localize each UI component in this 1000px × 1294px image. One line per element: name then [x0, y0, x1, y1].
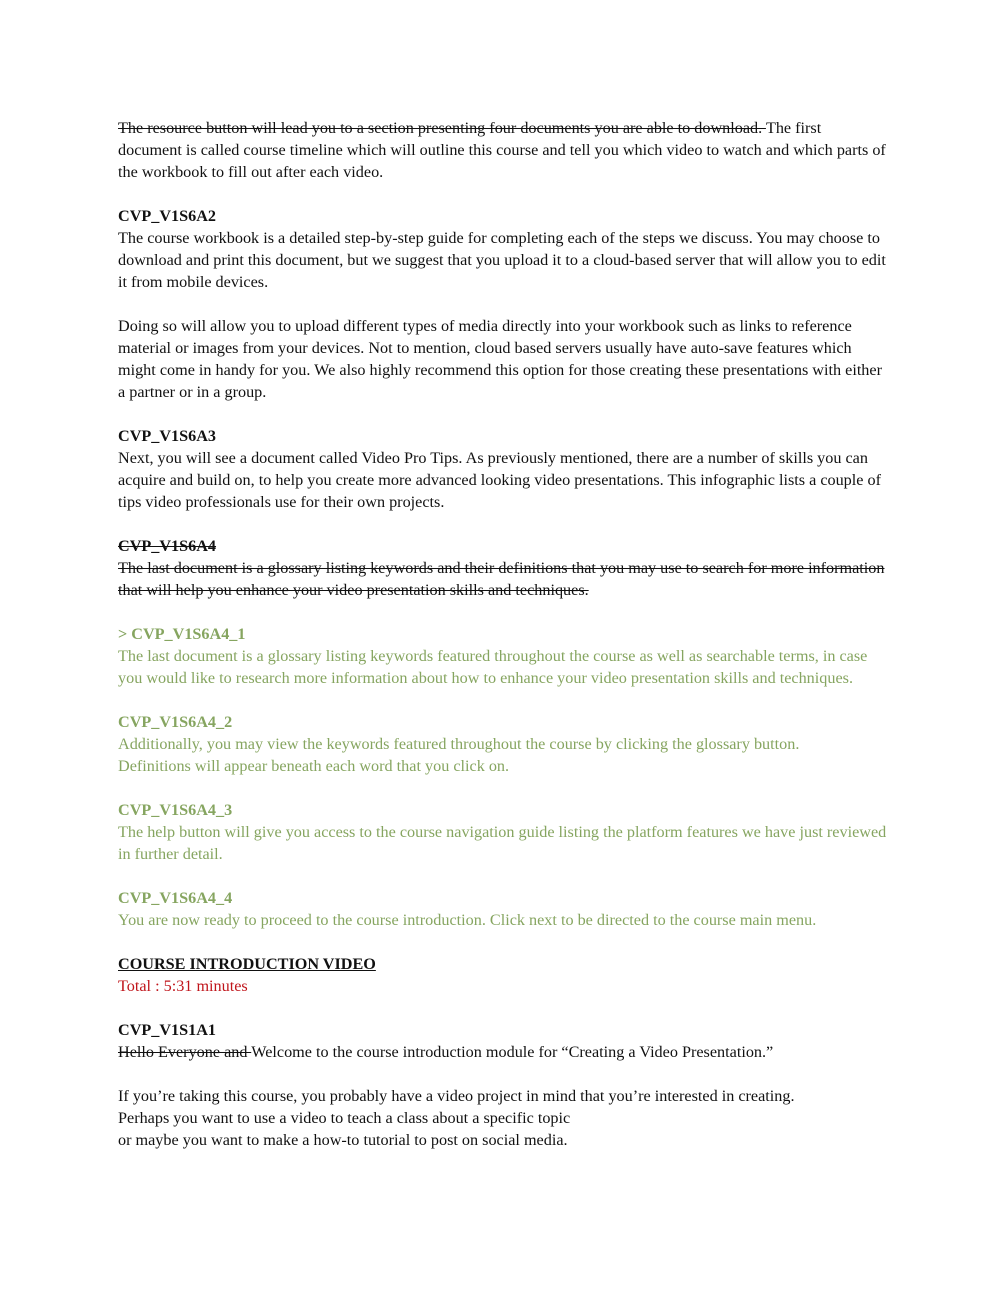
course-intro-title: COURSE INTRODUCTION VIDEO [118, 955, 376, 973]
resource-intro-section [118, 117, 888, 183]
section-paragraph: The course workbook is a detailed step-by-step guide for completing each of the steps we discuss. You may choose to download and print this document, but we suggest that you upload it to a cloud-based server that will allow you to edit it from mobile devices. [118, 229, 886, 291]
section-v1s6a4-deleted [118, 535, 888, 601]
section-paragraph: Next, you will see a document called Video Pro Tips. As previously mentioned, there are a number of skills you can acquire and build on, to help you create more advanced looking video presentations. This infographic lists a couple of tips video professionals use for their own projects. [118, 449, 881, 511]
section-heading: CVP_V1S6A4_4 [118, 889, 233, 907]
section-heading: > CVP_V1S6A4_1 [118, 625, 246, 643]
section-paragraph: The last document is a glossary listing keywords and their definitions that you may use to search for more information that will help you enhance your video presentation skills and techniques. [118, 559, 885, 599]
section-heading: CVP_V1S6A4_3 [118, 801, 233, 819]
section-paragraph [118, 1041, 888, 1063]
section-paragraph: The help button will give you access to the course navigation guide listing the platform features we have just reviewed in further detail. [118, 823, 887, 863]
section-line: Perhaps you want to use a video to teach a class about a specific topic [118, 1109, 571, 1127]
resource-intro-paragraph [118, 117, 888, 183]
section-line: or maybe you want to make a how-to tutorial to post on social media. [118, 1131, 568, 1149]
deleted-text: Hello Everyone and [118, 1043, 252, 1061]
course-intro-video-section [118, 953, 888, 997]
section-v1s6a4-3 [118, 799, 888, 865]
section-heading: CVP_V1S6A4_2 [118, 713, 233, 731]
section-v1s1a1-continued [118, 1085, 888, 1151]
welcome-text: Welcome to the course introduction module for “Creating a Video Presentation.” [251, 1043, 774, 1061]
section-line: Definitions will appear beneath each word that you click on. [118, 757, 510, 775]
section-v1s6a2-continued [118, 315, 888, 403]
section-heading: CVP_V1S1A1 [118, 1021, 217, 1039]
section-v1s6a4-1 [118, 623, 888, 689]
section-v1s6a4-2 [118, 711, 888, 777]
script-document [118, 117, 888, 1151]
section-heading: CVP_V1S6A4 [118, 537, 217, 555]
section-v1s6a2 [118, 205, 888, 293]
section-paragraph: The last document is a glossary listing keywords featured throughout the course as well as searchable terms, in case you would like to research more information about how to enhance your video presentation skills and techniques. [118, 647, 868, 687]
section-line: If you’re taking this course, you probably have a video project in mind that you’re interested in creating. [118, 1087, 795, 1105]
deleted-text: The resource button will lead you to a section presenting four documents you are able to download. [118, 119, 766, 137]
section-paragraph: Doing so will allow you to upload different types of media directly into your workbook such as links to reference material or images from your devices. Not to mention, cloud based servers usually have auto-save features which might come in handy for you. We also highly recommend this option for those creating these presentations with either a partner or in a group. [118, 317, 882, 401]
section-heading: CVP_V1S6A3 [118, 427, 217, 445]
section-v1s1a1 [118, 1019, 888, 1063]
intro-text: The first document is called course timeline which will outline this course and tell you which video to watch and which parts of the workbook to fill out after each video. [118, 119, 886, 181]
section-line: Additionally, you may view the keywords featured throughout the course by clicking the glossary button. [118, 735, 800, 753]
section-v1s6a3 [118, 425, 888, 513]
section-heading: CVP_V1S6A2 [118, 207, 217, 225]
section-v1s6a4-4 [118, 887, 888, 931]
section-paragraph: You are now ready to proceed to the course introduction. Click next to be directed to the course main menu. [118, 911, 817, 929]
course-intro-total-time: Total : 5:31 minutes [118, 977, 248, 995]
